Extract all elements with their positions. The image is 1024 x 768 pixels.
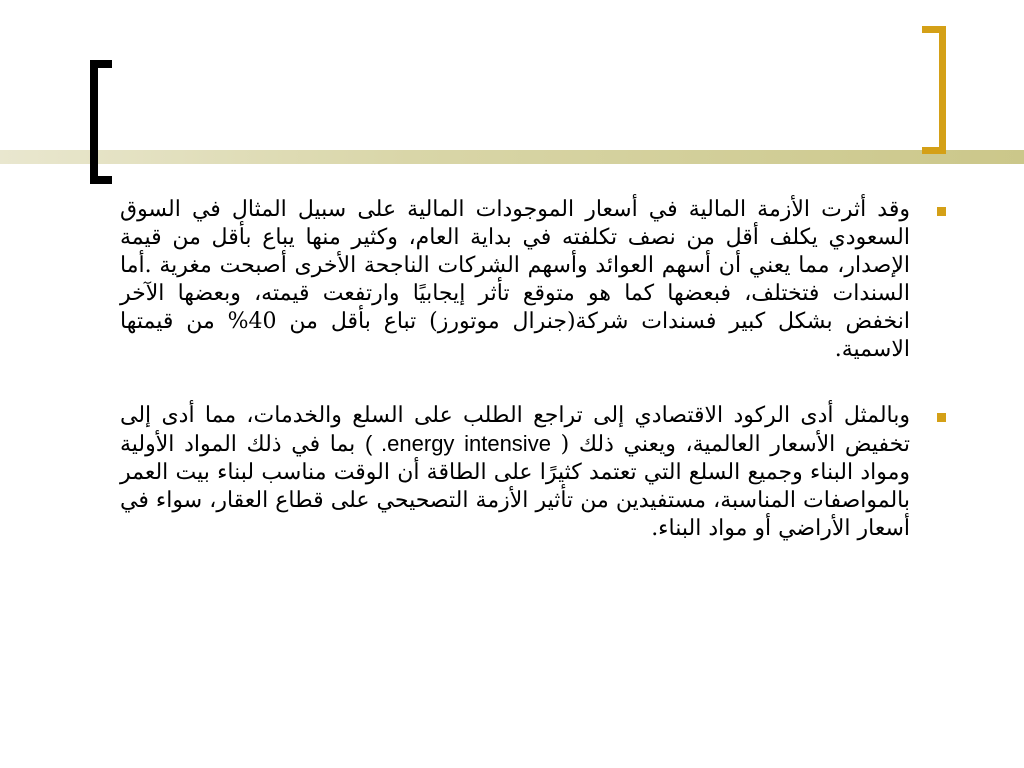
latin-term-energy: energy (387, 431, 455, 456)
square-bullet-icon (937, 413, 946, 422)
right-bracket-decoration (922, 26, 946, 154)
left-bracket-decoration (90, 60, 112, 184)
slide-body (120, 196, 910, 581)
paragraph-1 (120, 196, 910, 364)
paragraph-2-text-end: بما في ذلك المواد الأولية ومواد البناء وجميع السلع التي تعتمد كثيرًا على الطاقة أن الوقت مناسب لبناء بيت العمر بالمواصفات المناسبة، مستفيدين من تأثير الأزمة التصحيحي على قطاع العقار، سواء في أسعار الأراضي أو مواد البناء. (120, 432, 910, 541)
paragraph-1-text: وقد أثرت الأزمة المالية في أسعار الموجودات المالية على سبيل المثال في السوق السعودي يكلف أقل من نصف تكلفته في بداية العام، وكثير منها يباع بأقل من قيمة الإصدار، مما يعني أن أسهم العوائد وأسهم الشركات الناجحة الأخرى أصبحت مغرية .أما السندات فتختلف، فبعضها كما هو متوقع تأثر إيجابيًا وارتفعت قيمته، وبعضها الآخر انخفض بشكل كبير فسندات شركة(جنرال موتورز) تباع بأقل من 40% من قيمتها الاسمية. (120, 197, 910, 362)
paragraph-2 (120, 402, 910, 543)
horizontal-divider (0, 150, 1024, 164)
latin-term-intensive: intensive. ) (364, 431, 551, 456)
square-bullet-icon (937, 207, 946, 216)
paragraph-2-text-start: وبالمثل أدى الركود الاقتصادي إلى تراجع الطلب على السلع والخدمات، مما أدى إلى تخفيض الأسعار العالمية، ويعني ذلك ( (120, 403, 910, 457)
